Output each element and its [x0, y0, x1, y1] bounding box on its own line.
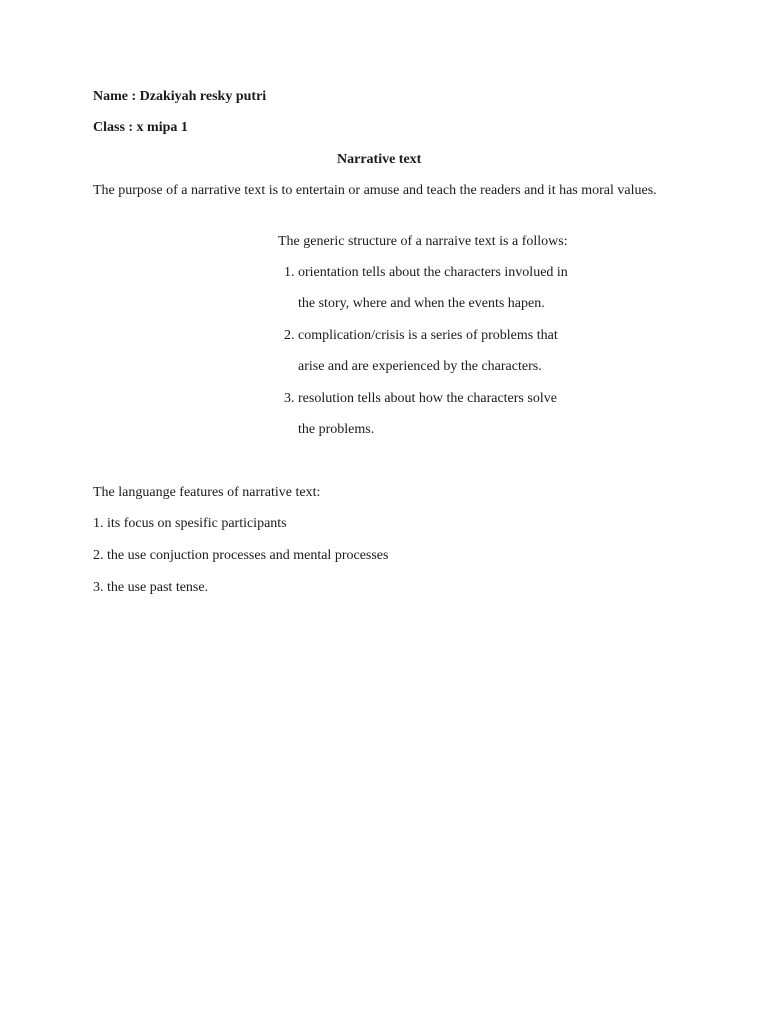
- feature-item-2: 2. the use conjuction processes and mental processes: [93, 548, 389, 563]
- feature-item-3: 3. the use past tense.: [93, 580, 209, 595]
- feature-item-1: 1. its focus on spesific participants: [93, 516, 287, 531]
- document-title: Narrative text: [337, 152, 422, 167]
- structure-item-2-line2: arise and are experienced by the characters.: [298, 359, 542, 374]
- structure-item-3-line2: the problems.: [298, 422, 375, 437]
- structure-item-2-line1: 2. complication/crisis is a series of problems that: [284, 328, 558, 343]
- structure-intro: The generic structure of a narraive text is a follows:: [278, 234, 568, 249]
- student-name: Name : Dzakiyah resky putri: [93, 89, 267, 104]
- structure-item-1-line1: 1. orientation tells about the characters involued in: [284, 265, 568, 280]
- structure-item-3-line1: 3. resolution tells about how the characters solve: [284, 391, 557, 406]
- features-heading: The languange features of narrative text:: [93, 485, 321, 500]
- purpose-paragraph: The purpose of a narrative text is to entertain or amuse and teach the readers and it has moral values.: [93, 183, 657, 198]
- structure-item-1-line2: the story, where and when the events hapen.: [298, 296, 545, 311]
- student-class: Class : x mipa 1: [93, 120, 188, 135]
